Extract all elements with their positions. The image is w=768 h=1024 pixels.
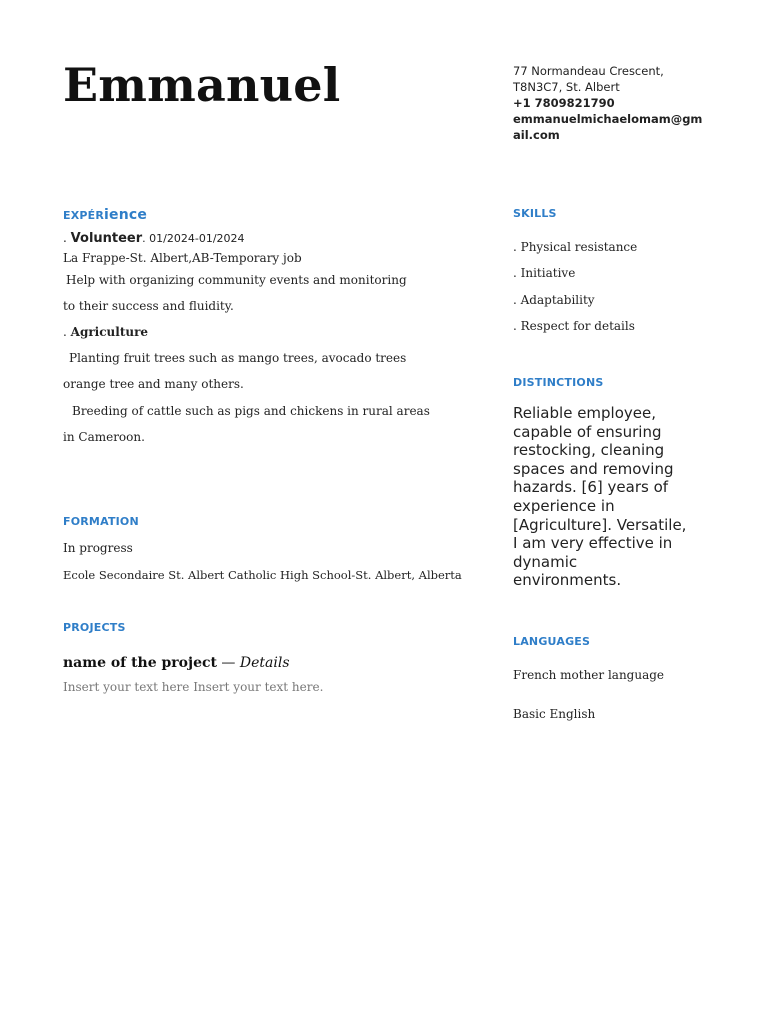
skill-item: . Physical resistance xyxy=(513,240,638,254)
agriculture-line-1: Planting fruit trees such as mango trees, avocado trees xyxy=(69,351,407,365)
experience-heading-large: ience xyxy=(104,207,148,223)
agriculture-title: Agriculture xyxy=(70,325,149,339)
skill-item: . Respect for details xyxy=(513,319,635,333)
job-bullet: . xyxy=(63,231,67,245)
project-name: name of the project xyxy=(63,655,217,671)
job-description-line-1: Help with organizing community events and monitoring xyxy=(66,273,407,287)
job-description-line-2: to their success and fluidity. xyxy=(63,299,234,313)
project-details: Details xyxy=(239,655,290,671)
agriculture-line-2: orange tree and many others. xyxy=(63,377,244,391)
project-dash: — xyxy=(216,655,240,671)
formation-heading: FORMATION xyxy=(63,515,139,528)
languages-heading: LANGUAGES xyxy=(513,635,591,648)
skill-item: . Adaptability xyxy=(513,293,595,307)
experience-heading xyxy=(63,207,147,223)
agriculture-bullet: . xyxy=(63,325,67,339)
candidate-name: Emmanuel xyxy=(63,58,341,112)
agriculture-line-3: Breeding of cattle such as pigs and chickens in rural areas xyxy=(72,404,430,418)
job-dates: . 01/2024-01/2024 xyxy=(142,232,245,245)
agriculture-line-4: in Cameroon. xyxy=(63,430,145,444)
experience-heading-small: EXPÉR xyxy=(63,209,105,222)
agriculture-title-line xyxy=(63,325,148,339)
project-title-line xyxy=(63,655,290,671)
formation-school: Ecole Secondaire St. Albert Catholic High School-St. Albert, Alberta xyxy=(63,568,462,582)
project-body: Insert your text here Insert your text here. xyxy=(63,680,324,694)
phone-number[interactable]: +1 7809821790 xyxy=(513,96,615,110)
address-line-1: 77 Normandeau Crescent, xyxy=(513,64,664,78)
email-address[interactable]: emmanuelmichaelomam@gmail.com xyxy=(513,112,703,142)
projects-heading: PROJECTS xyxy=(63,621,126,634)
job-employer: La Frappe-St. Albert,AB-Temporary job xyxy=(63,251,302,265)
job-title: Volunteer xyxy=(70,231,143,246)
contact-block xyxy=(513,63,703,143)
distinctions-heading: DISTINCTIONS xyxy=(513,376,604,389)
distinctions-text: Reliable employee, capable of ensuring restocking, cleaning spaces and removing hazards. [6] years of experience in [Agriculture]. Versatile, I am very effective in dynamic environments. xyxy=(513,404,687,590)
address-line-2: T8N3C7, St. Albert xyxy=(513,80,620,94)
job-title-line xyxy=(63,231,245,246)
formation-status: In progress xyxy=(63,541,133,555)
skill-item: . Initiative xyxy=(513,266,576,280)
skills-heading: SKILLS xyxy=(513,207,557,220)
language-item: French mother language xyxy=(513,668,665,682)
language-item: Basic English xyxy=(513,707,596,721)
